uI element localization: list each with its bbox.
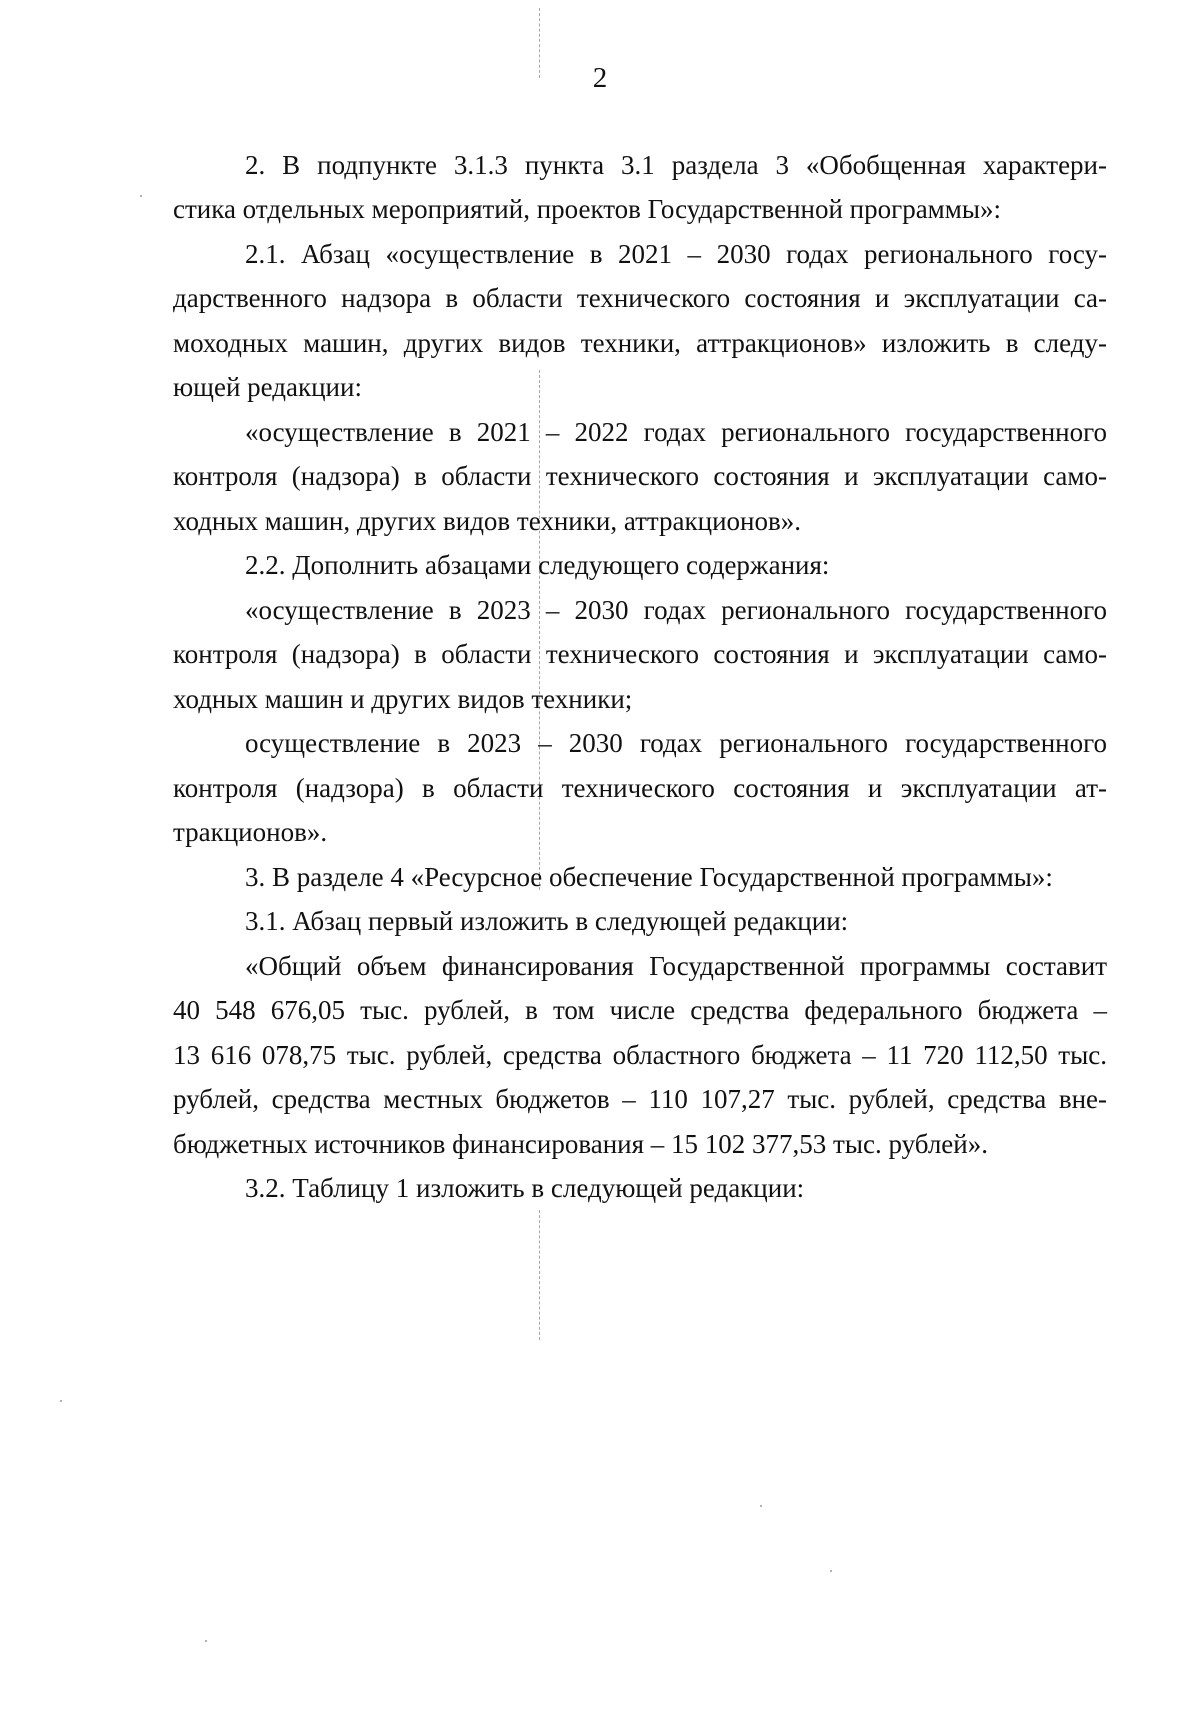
scan-speck bbox=[760, 1505, 762, 1507]
text-line: 13 616 078,75 тыс. рублей, средства областного бюджета – 11 720 112,50 тыс. bbox=[173, 1040, 1107, 1070]
text-line: 40 548 676,05 тыс. рублей, в том числе средства федерального бюджета – bbox=[173, 995, 1107, 1025]
scan-speck bbox=[830, 1570, 832, 1572]
text-line: моходных машин, других видов техники, аттракционов» изложить в следу- bbox=[173, 328, 1107, 358]
scan-speck bbox=[205, 1640, 207, 1642]
text-line: 3. В разделе 4 «Ресурсное обеспечение Государственной программы»: bbox=[245, 862, 1053, 892]
text-line: «Общий объем финансирования Государственной программы составит bbox=[245, 951, 1107, 981]
text-line: 3.2. Таблицу 1 изложить в следующей редакции: bbox=[245, 1173, 805, 1203]
text-line: контроля (надзора) в области технического состояния и эксплуатации само- bbox=[173, 461, 1107, 491]
text-line: стика отдельных мероприятий, проектов Государственной программы»: bbox=[173, 194, 1001, 224]
page-number: 2 bbox=[592, 62, 608, 94]
text-line: 3.1. Абзац первый изложить в следующей редакции: bbox=[245, 906, 849, 936]
text-line: тракционов». bbox=[173, 817, 328, 847]
scan-speck bbox=[140, 195, 142, 197]
text-line: рублей, средства местных бюджетов – 110 107,27 тыс. рублей, средства вне- bbox=[173, 1084, 1107, 1114]
text-line: бюджетных источников финансирования – 15 102 377,53 тыс. рублей». bbox=[173, 1129, 988, 1159]
text-line: 2.1. Абзац «осуществление в 2021 – 2030 годах регионального госу- bbox=[245, 239, 1107, 269]
text-line: дарственного надзора в области технического состояния и эксплуатации са- bbox=[173, 283, 1107, 313]
text-line: ходных машин и других видов техники; bbox=[173, 684, 633, 714]
scan-fold-mark-bottom bbox=[539, 1210, 540, 1340]
text-line: контроля (надзора) в области технического состояния и эксплуатации само- bbox=[173, 639, 1107, 669]
text-line: контроля (надзора) в области технического состояния и эксплуатации ат- bbox=[173, 773, 1107, 803]
text-line: осуществление в 2023 – 2030 годах регионального государственного bbox=[245, 728, 1107, 758]
text-line: «осуществление в 2023 – 2030 годах регионального государственного bbox=[245, 595, 1107, 625]
text-line: ходных машин, других видов техники, аттракционов». bbox=[173, 506, 801, 536]
text-line: «осуществление в 2021 – 2022 годах регионального государственного bbox=[245, 417, 1107, 447]
text-line: 2. В подпункте 3.1.3 пункта 3.1 раздела 3 «Обобщенная характери- bbox=[245, 150, 1107, 180]
text-line: 2.2. Дополнить абзацами следующего содержания: bbox=[245, 550, 830, 580]
scan-speck bbox=[60, 1400, 62, 1402]
text-line: ющей редакции: bbox=[173, 372, 362, 402]
